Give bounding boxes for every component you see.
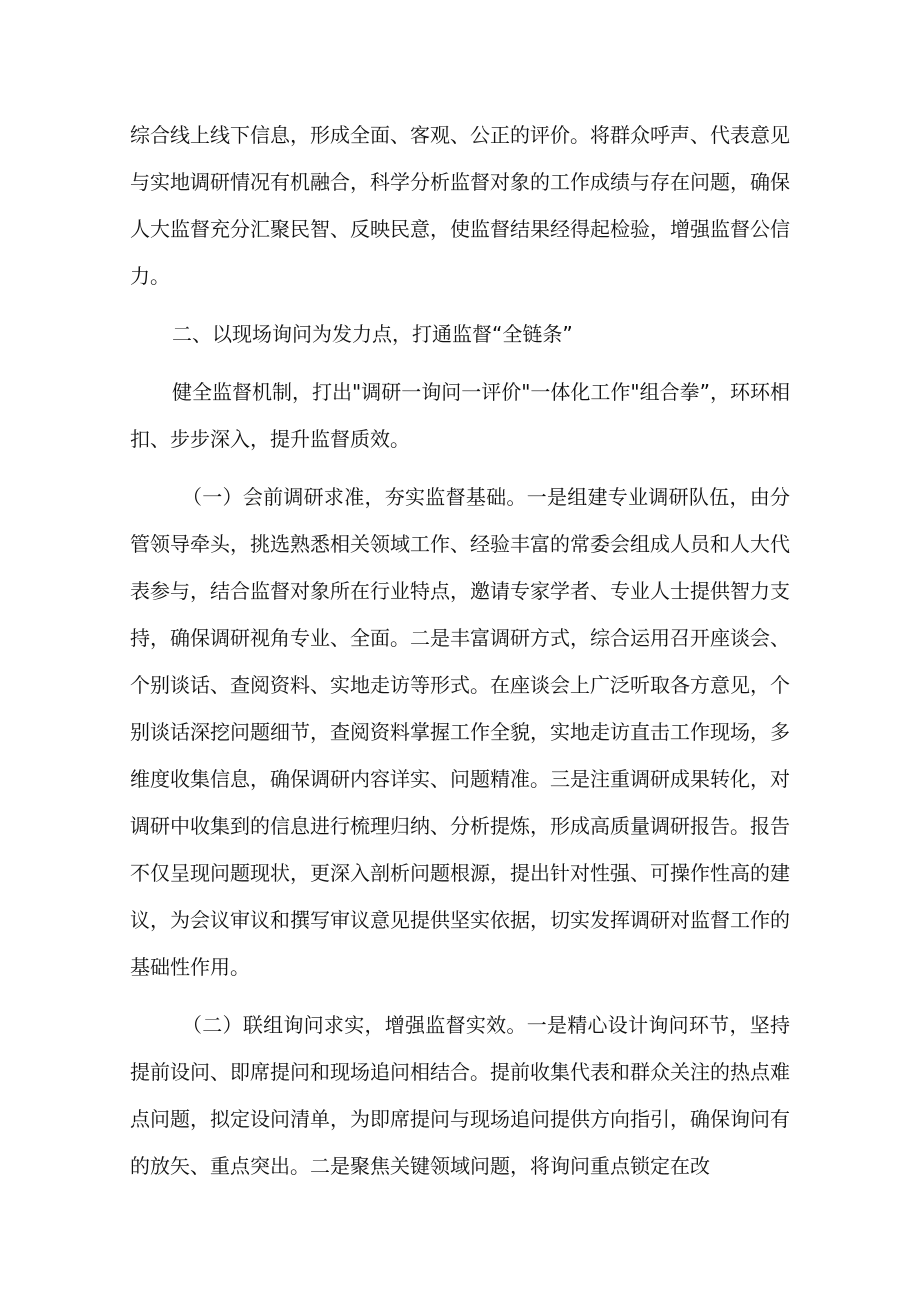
paragraph-subsection-1: （一）会前调研求准，夯实监督基础。一是组建专业调研队伍，由分管领导牵头，挑选熟悉相关领域工作、经验丰富的常委会组成人员和人大代表参与，结合监督对象所在行业特点，邀请专家学者、专业人士提供智力支持，确保调研视角专业、全面。二是丰富调研方式，综合运用召开座谈会、个别谈话、查阅资料、实地走访等形式。在座谈会上广泛听取各方意见，个别谈话深挖问题细节，查阅资料掌握工作全貌，实地走访直击工作现场，多维度收集信息，确保调研内容详实、问题精准。三是注重调研成果转化，对调研中收集到的信息进行梳理归纳、分析提炼，形成高质量调研报告。报告不仅呈现问题现状，更深入剖析问题根源，提出针对性强、可操作性高的建议，为会议审议和撰写审议意见提供坚实依据，切实发挥调研对监督工作的基础性作用。 xyxy=(130,485,790,979)
paragraph-intro: 健全监督机制，打出"调研一询问一评价"一体化工作"组合拳”，环环相扣、步步深入，提升监督质效。 xyxy=(130,380,790,451)
document-page xyxy=(130,112,790,1201)
paragraph-continuation: 综合线上线下信息，形成全面、客观、公正的评价。将群众呼声、代表意见与实地调研情况有机融合，科学分析监督对象的工作成绩与存在问题，确保人大监督充分汇聚民智、反映民意，使监督结果经得起检验，增强监督公信力。 xyxy=(130,123,790,288)
section-heading: 二、以现场询问为发力点，打通监督“全链条” xyxy=(172,322,573,346)
paragraph-subsection-2: （二）联组询问求实，增强监督实效。一是精心设计询问环节，坚持提前设问、即席提问和现场追问相结合。提前收集代表和群众关注的热点难点问题，拟定设问清单，为即席提问与现场追问提供方向指引，确保询问有的放矢、重点突出。二是聚焦关键领域问题，将询问重点锁定在改 xyxy=(130,1013,790,1178)
